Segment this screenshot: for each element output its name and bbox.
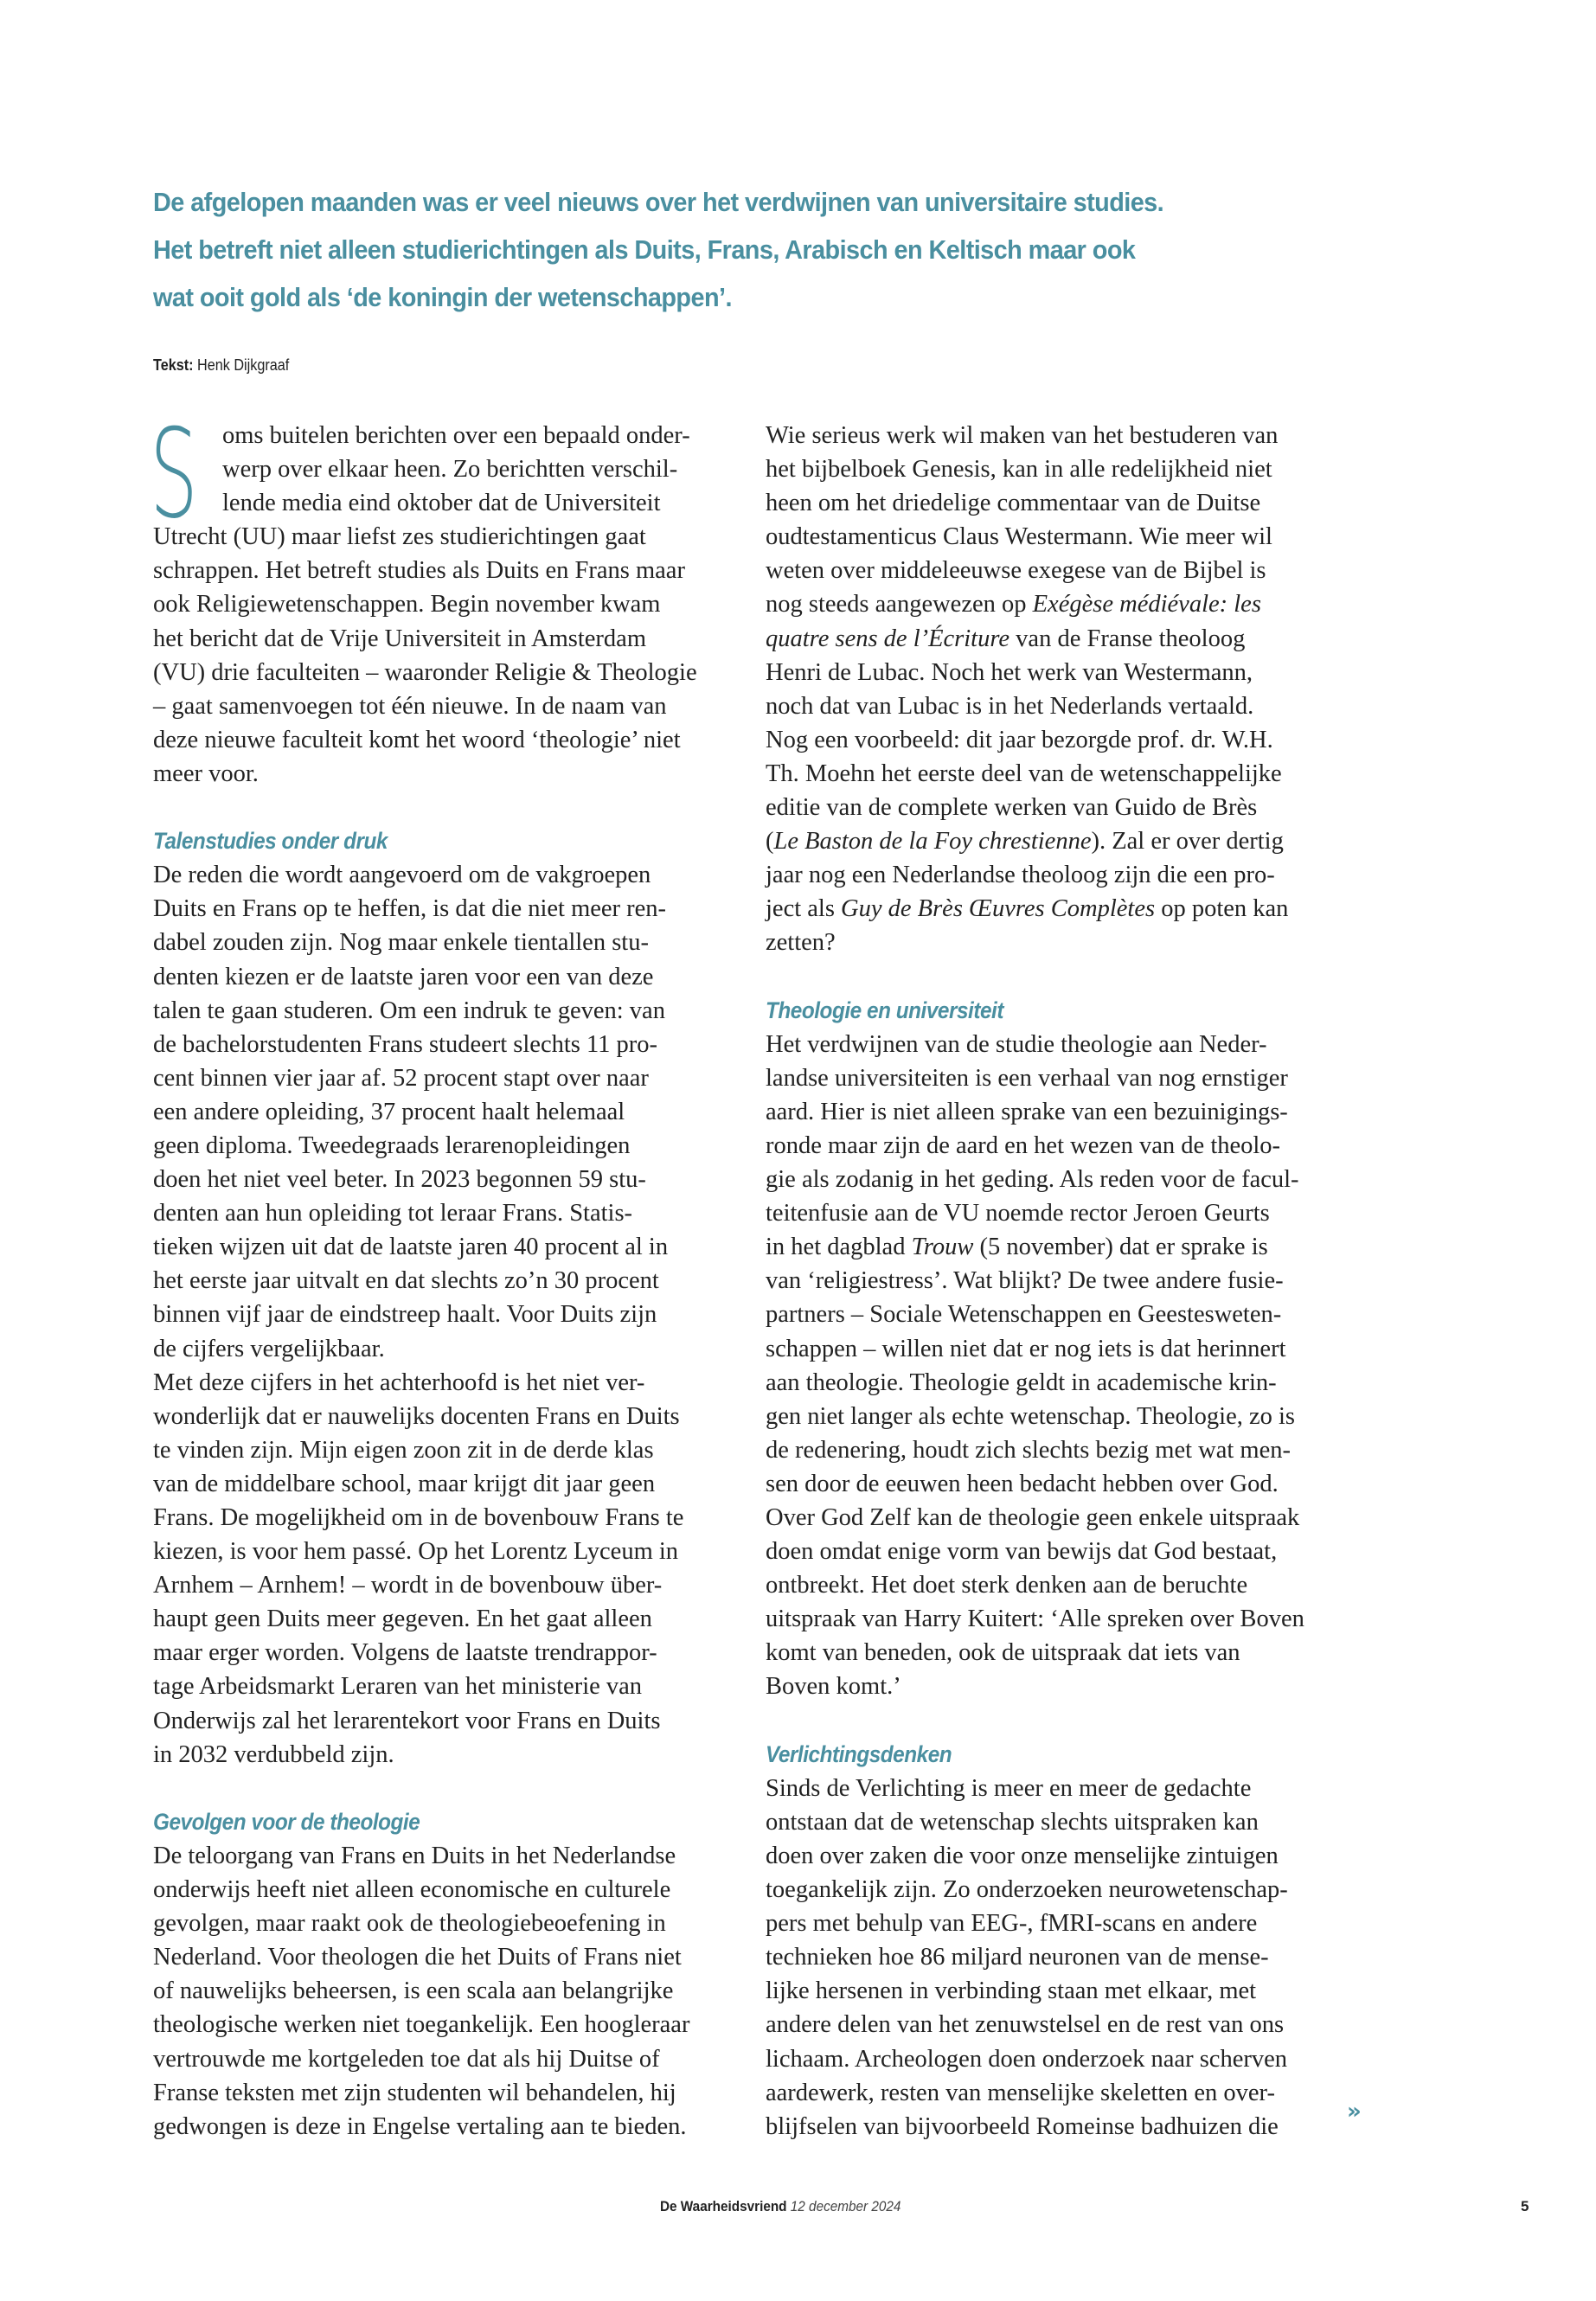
footer-publication (660, 2198, 901, 2215)
body-line: jaar nog een Nederlandse theoloog zijn die een pro- (766, 862, 1275, 889)
body-line: Sinds de Verlichting is meer en meer de gedachte (766, 1774, 1252, 1802)
body-line: het eerste jaar uitvalt en dat slechts zo’n 30 procent (153, 1267, 659, 1295)
body-line: gen niet langer als echte wetenschap. Theologie, zo is (766, 1402, 1295, 1430)
body-line (766, 892, 1336, 926)
text-run: (5 november) dat er sprake is (973, 1234, 1268, 1261)
body-line: vertrouwde me kortgeleden toe dat als hij Duitse of (153, 2045, 660, 2073)
body-line: doen omdat enige vorm van bewijs dat God bestaat, (766, 1538, 1278, 1566)
book-title: Guy de Brès Œuvres Complètes (841, 895, 1156, 923)
paragraph-gap (766, 960, 1336, 994)
body-line: van ‘religiestress’. Wat blijkt? De twee andere fusie- (766, 1267, 1284, 1295)
body-line: Boven komt.’ (766, 1673, 901, 1701)
body-line: partners – Sociale Wetenschappen en Geestesweten- (766, 1301, 1282, 1329)
body-line: dabel zouden zijn. Nog maar enkele tientallen stu- (153, 929, 649, 957)
body-line: Het verdwijnen van de studie theologie aan Neder- (766, 1030, 1267, 1058)
body-line: binnen vijf jaar de eindstreep haalt. Voor Duits zijn (153, 1301, 657, 1329)
body-line: aard. Hier is niet alleen sprake van een bezuinigings- (766, 1098, 1288, 1125)
newspaper-title: Trouw (911, 1234, 974, 1261)
body-line: Henri de Lubac. Noch het werk van Westermann, (766, 658, 1253, 686)
body-line: Utrecht (UU) maar liefst zes studierichtingen gaat (153, 523, 646, 551)
section-heading: Gevolgen voor de theologie (153, 1808, 420, 1835)
intro-lead (153, 178, 1215, 321)
body-line: toegankelijk zijn. Zo onderzoeken neurowetenschap- (766, 1876, 1288, 1904)
body-line: onderwijs heeft niet alleen economische en culturele (153, 1876, 671, 1904)
body-line: de redenering, houdt zich slechts bezig met wat men- (766, 1436, 1291, 1464)
section-heading: Talenstudies onder druk (153, 828, 388, 855)
body-line: sen door de eeuwen heen bedacht hebben over God. (766, 1470, 1279, 1497)
body-line: gedwongen is deze in Engelse vertaling aan te bieden. (153, 2112, 687, 2140)
continue-arrow-icon: » (1347, 2099, 1362, 2125)
body-line: Onderwijs zal het lerarentekort voor Frans en Duits (153, 1707, 661, 1734)
text-run: op poten kan (1155, 895, 1289, 923)
body-line: technieken hoe 86 miljard neuronen van de mense- (766, 1944, 1269, 1971)
body-line: gie als zodanig in het geding. Als reden voor de facul- (766, 1166, 1299, 1194)
body-line: De reden die wordt aangevoerd om de vakgroepen (153, 862, 651, 889)
body-line: heen om het driedelige commentaar van de Duitse (766, 490, 1261, 517)
body-line: van de middelbare school, maar krijgt dit jaar geen (153, 1470, 656, 1497)
body-line: het bijbelboek Genesis, kan in alle redelijkheid niet (766, 456, 1272, 484)
text-run: in het dagblad (766, 1234, 912, 1261)
body-line: de cijfers vergelijkbaar. (153, 1335, 385, 1362)
body-line: deze nieuwe faculteit komt het woord ‘theologie’ niet (153, 726, 681, 753)
text-run: ject als (766, 895, 842, 923)
section-heading: Theologie en universiteit (766, 997, 1004, 1023)
body-line (766, 587, 1336, 621)
body-line: oudtestamenticus Claus Westermann. Wie meer wil (766, 523, 1272, 551)
book-title: quatre sens de l’Écriture (766, 625, 1010, 652)
body-line: uitspraak van Harry Kuitert: ‘Alle spreken over Boven (766, 1606, 1304, 1633)
intro-line: Het betreft niet alleen studierichtingen als Duits, Frans, Arabisch en Keltisch maar ook (153, 234, 1136, 265)
section-heading: Verlichtingsdenken (766, 1740, 952, 1767)
publication-name: De Waarheidsvriend (660, 2198, 787, 2214)
intro-line: De afgelopen maanden was er veel nieuws over het verdwijnen van universitaire studies. (153, 187, 1164, 217)
body-line: De teloorgang van Frans en Duits in het Nederlandse (153, 1842, 676, 1869)
body-line: (VU) drie faculteiten – waaronder Religie & Theologie (153, 658, 697, 686)
text-run: ). Zal er over dertig (1091, 828, 1284, 856)
body-line: Met deze cijfers in het achterhoofd is het niet ver- (153, 1368, 645, 1396)
body-line (766, 824, 1336, 858)
body-line: de bachelorstudenten Frans studeert slechts 11 pro- (153, 1030, 658, 1058)
body-line: Over God Zelf kan de theologie geen enkele uitspraak (766, 1504, 1300, 1531)
body-line: wonderlijk dat er nauwelijks docenten Frans en Duits (153, 1402, 680, 1430)
body-line: schappen – willen niet dat er nog iets is dat herinnert (766, 1335, 1286, 1362)
body-line: Wie serieus werk wil maken van het bestuderen van (766, 422, 1279, 449)
body-line: talen te gaan studeren. Om een indruk te geven: van (153, 997, 665, 1024)
body-line: Nederland. Voor theologen die het Duits of Frans niet (153, 1944, 682, 1971)
body-line: Duits en Frans op te heffen, is dat die niet meer ren- (153, 895, 667, 923)
body-line: komt van beneden, ook de uitspraak dat iets van (766, 1639, 1240, 1667)
body-line: lende media eind oktober dat de Universiteit (222, 490, 661, 517)
body-line: pers met behulp van EEG-, fMRI-scans en andere (766, 1910, 1258, 1938)
body-line: oms buitelen berichten over een bepaald onder- (222, 422, 690, 449)
book-title: Exégèse médiévale: les (1032, 591, 1261, 619)
body-line: ook Religiewetenschappen. Begin november kwam (153, 591, 661, 619)
body-line: gevolgen, maar raakt ook de theologiebeoefening in (153, 1910, 666, 1938)
issue-date: 12 december 2024 (790, 2198, 901, 2214)
body-line: haupt geen Duits meer gegeven. En het gaat alleen (153, 1606, 652, 1633)
body-line: aan theologie. Theologie geldt in academische krin- (766, 1368, 1277, 1396)
body-line: blijfselen van bijvoorbeeld Romeinse badhuizen die (766, 2112, 1279, 2140)
body-line: denten aan hun opleiding tot leraar Frans. Statis- (153, 1200, 633, 1227)
body-line: lichaam. Archeologen doen onderzoek naar scherven (766, 2045, 1287, 2073)
body-line: theologische werken niet toegankelijk. Een hoogleraar (153, 2011, 690, 2039)
drop-cap: S (150, 403, 198, 546)
byline (153, 356, 289, 375)
body-line: – gaat samenvoegen tot één nieuwe. In de naam van (153, 692, 667, 720)
body-line (766, 622, 1336, 656)
body-line: doen het niet veel beter. In 2023 begonnen 59 stu- (153, 1166, 646, 1194)
body-line: Frans. De mogelijkheid om in de bovenbouw Frans te (153, 1504, 684, 1531)
body-line: Arnhem – Arnhem! – wordt in de bovenbouw über- (153, 1572, 663, 1599)
body-line: cent binnen vier jaar af. 52 procent stapt over naar (153, 1064, 649, 1092)
body-line: of nauwelijks beheersen, is een scala aan belangrijke (153, 1977, 674, 2005)
body-line: tieken wijzen uit dat de laatste jaren 40 procent al in (153, 1234, 669, 1261)
body-line: Th. Moehn het eerste deel van de wetenschappelijke (766, 760, 1282, 787)
body-line: editie van de complete werken van Guido de Brès (766, 794, 1258, 822)
body-line: Nog een voorbeeld: dit jaar bezorgde prof. dr. W.H. (766, 726, 1273, 753)
body-line: in 2032 verdubbeld zijn. (153, 1740, 394, 1768)
body-line: tage Arbeidsmarkt Leraren van het ministerie van (153, 1673, 643, 1701)
body-line: maar erger worden. Volgens de laatste trendrappor- (153, 1639, 657, 1667)
body-line: lijke hersenen in verbinding staan met elkaar, met (766, 1977, 1257, 2005)
body-line: het bericht dat de Vrije Universiteit in Amsterdam (153, 625, 646, 652)
text-run: ( (766, 828, 774, 856)
book-title: Le Baston de la Foy chrestienne (773, 828, 1092, 856)
intro-line: wat ooit gold als ‘de koningin der wetenschappen’. (153, 282, 732, 312)
body-line: werp over elkaar heen. Zo berichtten verschil- (222, 456, 678, 484)
body-line: teitenfusie aan de VU noemde rector Jeroen Geurts (766, 1200, 1270, 1227)
body-line: noch dat van Lubac is in het Nederlands vertaald. (766, 692, 1254, 720)
page-footer (0, 2198, 1596, 2224)
body-line: andere delen van het zenuwstelsel en de rest van ons (766, 2011, 1285, 2039)
body-line: denten kiezen er de laatste jaren voor een van deze (153, 963, 654, 990)
body-line: weten over middeleeuwse exegese van de Bijbel is (766, 557, 1266, 585)
body-line: landse universiteiten is een verhaal van nog ernstiger (766, 1064, 1288, 1092)
paragraph-gap (766, 1704, 1336, 1738)
text-run: van de Franse theoloog (1010, 625, 1246, 652)
body-line: schrappen. Het betreft studies als Duits en Frans maar (153, 557, 685, 585)
body-line: ronde maar zijn de aard en het wezen van de theolo- (766, 1131, 1281, 1159)
paragraph-gap (153, 791, 724, 824)
body-line: aardewerk, resten van menselijke skeletten en over- (766, 2079, 1275, 2106)
text-run: nog steeds aangewezen op (766, 591, 1033, 619)
paragraph-gap (153, 1772, 724, 1805)
byline-label: Tekst: (153, 356, 194, 374)
body-line: meer voor. (153, 760, 259, 787)
body-line: een andere opleiding, 37 procent haalt helemaal (153, 1098, 625, 1125)
body-line: ontstaan dat de wetenschap slechts uitspraken kan (766, 1808, 1259, 1836)
body-line: Franse teksten met zijn studenten wil behandelen, hij (153, 2079, 676, 2106)
body-line: geen diploma. Tweedegraads lerarenopleidingen (153, 1131, 631, 1159)
page-number: 5 (1521, 2198, 1529, 2214)
body-line: doen over zaken die voor onze menselijke zintuigen (766, 1842, 1279, 1869)
body-line: zetten? (766, 929, 836, 957)
byline-author: Henk Dijkgraaf (197, 356, 290, 374)
body-line (766, 1230, 1336, 1264)
body-line: kiezen, is voor hem passé. Op het Lorentz Lyceum in (153, 1538, 679, 1566)
left-column (150, 403, 724, 2144)
right-column (766, 419, 1336, 2144)
body-line: ontbreekt. Het doet sterk denken aan de beruchte (766, 1572, 1248, 1599)
body-line: te vinden zijn. Mijn eigen zoon zit in de derde klas (153, 1436, 654, 1464)
